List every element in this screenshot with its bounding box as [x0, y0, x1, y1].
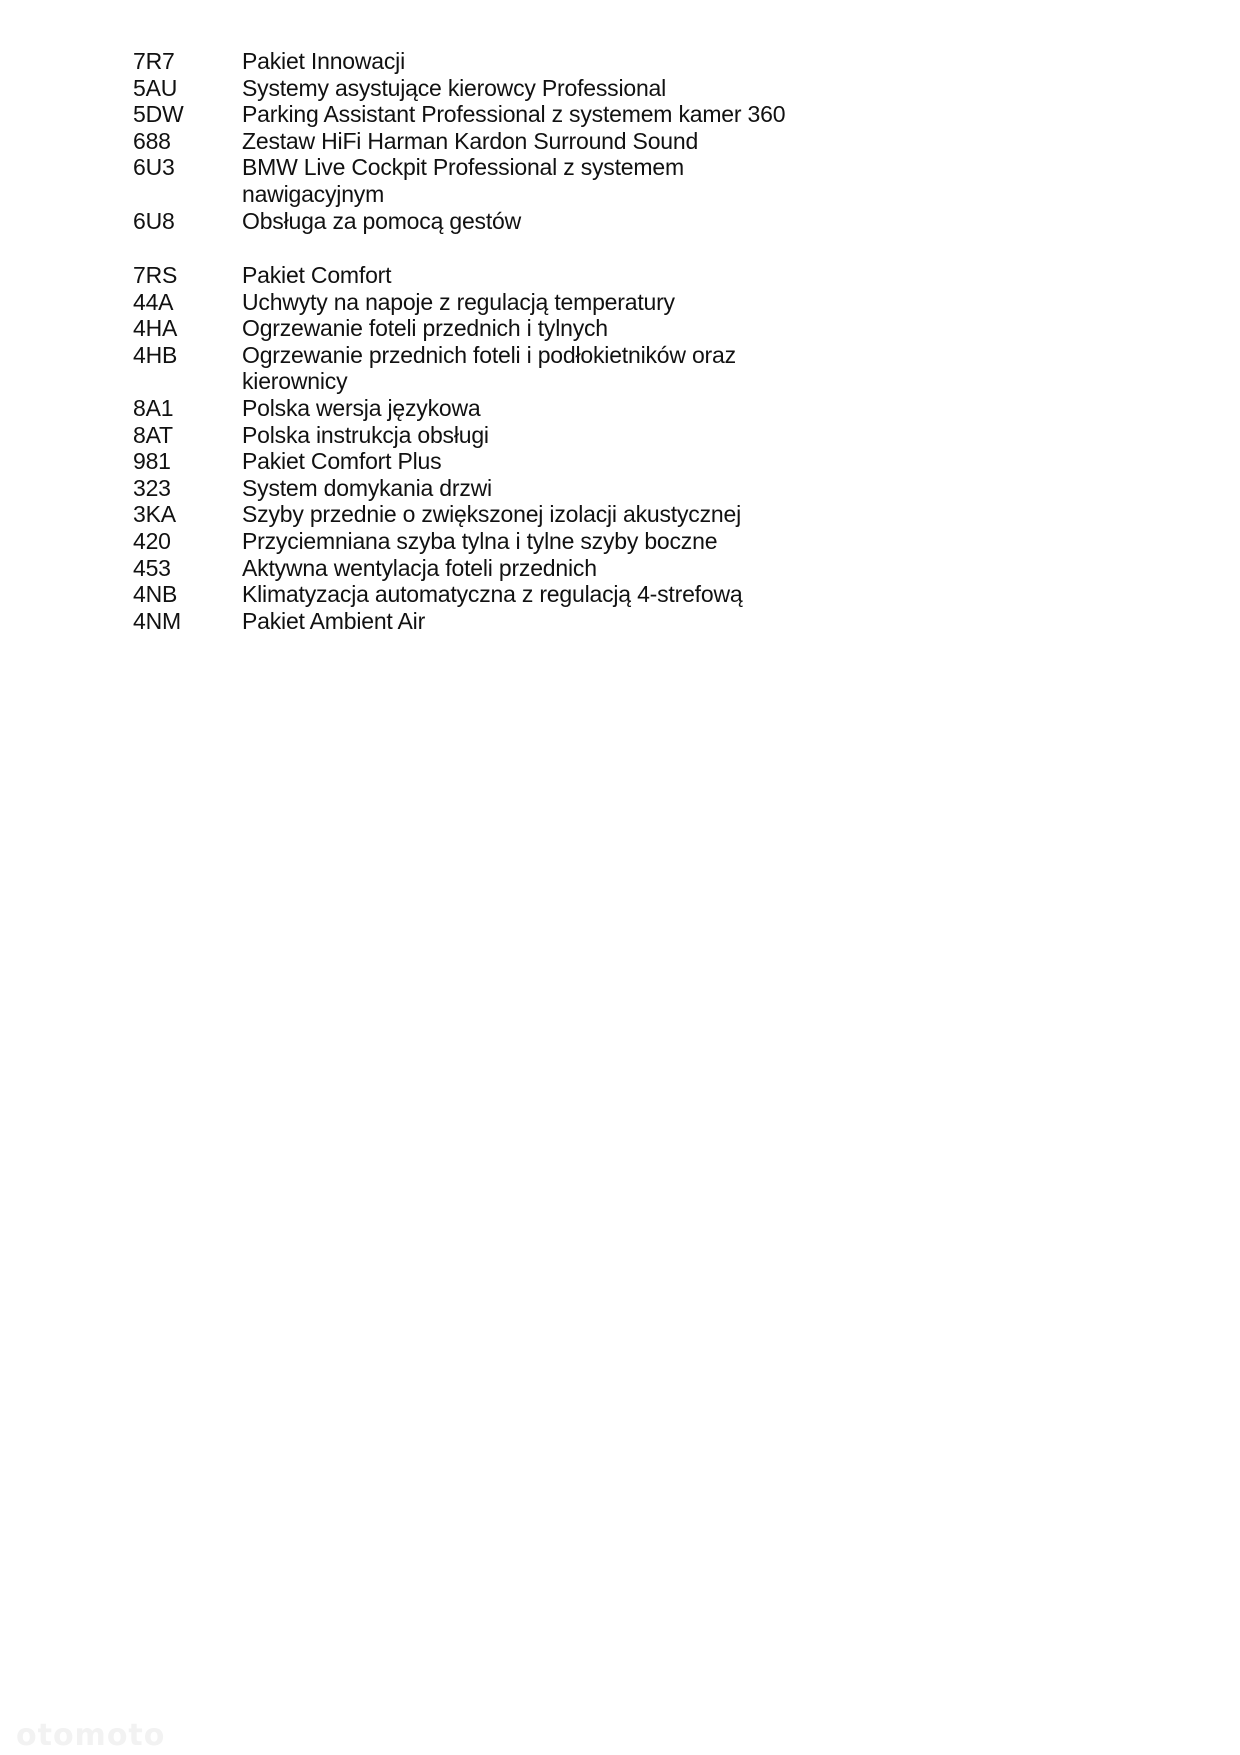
option-code: 3KA	[133, 501, 176, 528]
option-row	[133, 422, 953, 449]
option-code: 8A1	[133, 394, 174, 421]
option-code: 44A	[133, 288, 174, 315]
option-group-comfort	[133, 262, 953, 634]
option-row	[133, 315, 953, 342]
option-code: 4NB	[133, 581, 178, 608]
option-row	[133, 154, 953, 207]
option-code: 4HB	[133, 341, 178, 368]
option-code: 5DW	[133, 101, 184, 128]
option-description: Pakiet Comfort Plus	[242, 448, 442, 475]
option-description: Pakiet Comfort	[242, 262, 392, 288]
option-row	[133, 475, 953, 502]
option-code: 6U8	[133, 207, 175, 234]
option-row	[133, 208, 953, 235]
option-description: Polska wersja językowa	[242, 394, 481, 421]
option-description: Pakiet Ambient Air	[242, 607, 426, 634]
option-code: 981	[133, 448, 171, 475]
option-code: 6U3	[133, 154, 175, 181]
option-row	[133, 262, 953, 289]
option-row	[133, 101, 953, 128]
option-description: Klimatyzacja automatyczna z regulacją 4-strefową	[242, 581, 743, 608]
option-code: 4HA	[133, 315, 178, 342]
option-description: Uchwyty na napoje z regulacją temperatury	[242, 288, 675, 315]
option-description: Pakiet Innowacji	[242, 48, 405, 74]
option-code: 420	[133, 527, 171, 554]
option-description: Aktywna wentylacja foteli przednich	[242, 554, 597, 581]
option-code: 8AT	[133, 421, 173, 448]
option-code: 453	[133, 554, 171, 581]
option-code: 7RS	[133, 262, 178, 288]
option-row	[133, 75, 953, 102]
option-description: Przyciemniana szyba tylna i tylne szyby boczne	[242, 527, 718, 554]
option-description: Ogrzewanie foteli przednich i tylnych	[242, 315, 608, 342]
option-row	[133, 342, 953, 395]
option-description: Ogrzewanie przednich foteli i podłokietników oraz kierownicy	[242, 341, 736, 395]
option-description: BMW Live Cockpit Professional z systemem nawigacyjnym	[242, 154, 684, 207]
option-row	[133, 581, 953, 608]
option-row	[133, 608, 953, 635]
option-row	[133, 48, 953, 75]
option-row	[133, 289, 953, 316]
option-code: 5AU	[133, 74, 178, 101]
option-row	[133, 395, 953, 422]
option-description: Zestaw HiFi Harman Kardon Surround Sound	[242, 127, 699, 154]
option-row	[133, 448, 953, 475]
option-row	[133, 501, 953, 528]
option-code: 688	[133, 127, 171, 154]
option-description: Parking Assistant Professional z systemem kamer 360	[242, 101, 786, 128]
option-code: 323	[133, 474, 171, 501]
option-description: System domykania drzwi	[242, 474, 492, 501]
watermark-logo: otomoto	[16, 1718, 166, 1753]
option-group-innovation	[133, 48, 953, 234]
option-description: Obsługa za pomocą gestów	[242, 207, 522, 234]
option-code: 7R7	[133, 48, 175, 74]
option-description: Szyby przednie o zwiększonej izolacji akustycznej	[242, 501, 741, 528]
option-code: 4NM	[133, 607, 181, 634]
option-row	[133, 528, 953, 555]
option-description: Polska instrukcja obsługi	[242, 421, 489, 448]
option-row	[133, 128, 953, 155]
option-row	[133, 555, 953, 582]
option-description: Systemy asystujące kierowcy Professional	[242, 74, 667, 101]
